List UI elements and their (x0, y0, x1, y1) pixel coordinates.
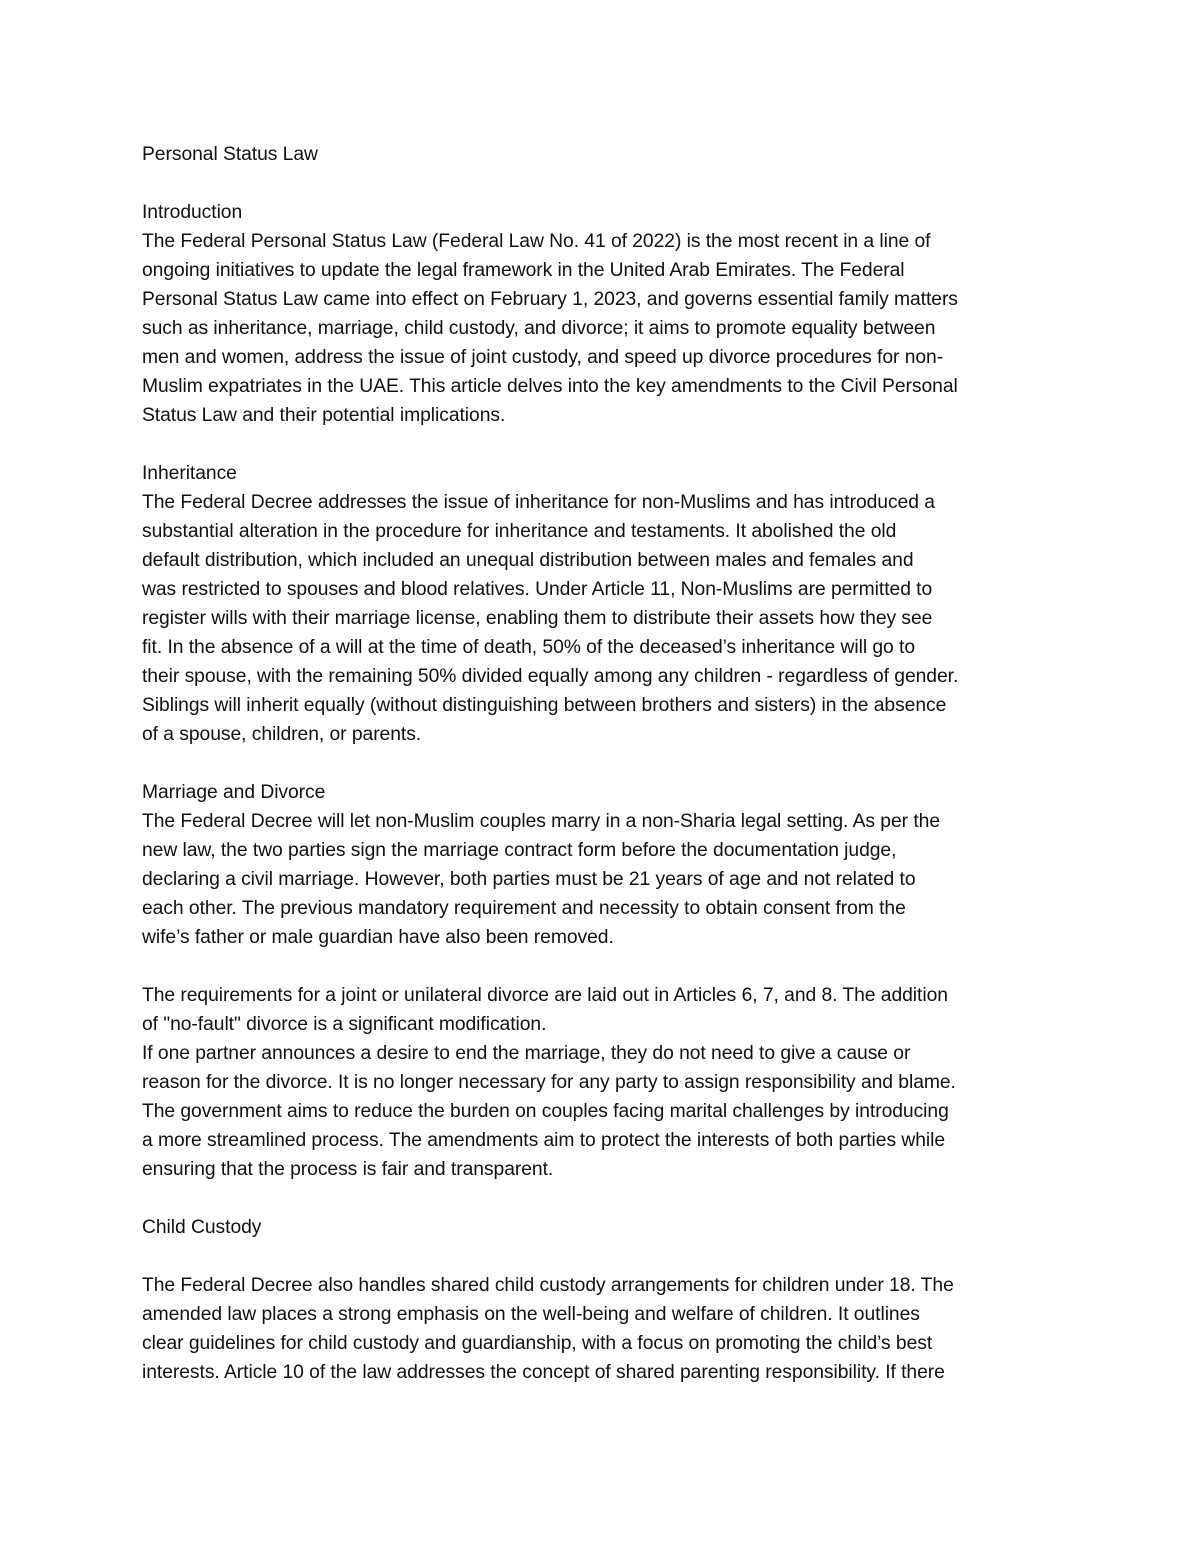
section-heading-inheritance: Inheritance (142, 463, 237, 484)
custody-line: amended law places a strong emphasis on the well-being and welfare of children. It outlines (142, 1304, 920, 1325)
marriage-line: The Federal Decree will let non-Muslim couples marry in a non-Sharia legal setting. As per the (142, 811, 940, 832)
section-heading-introduction: Introduction (142, 202, 243, 223)
custody-line: clear guidelines for child custody and guardianship, with a focus on promoting the child’s best (142, 1333, 933, 1354)
divorce-line: ensuring that the process is fair and transparent. (142, 1159, 554, 1180)
blank-line (142, 1242, 1062, 1271)
divorce-line: of "no-fault" divorce is a significant modification. (142, 1014, 547, 1035)
section-heading-child-custody: Child Custody (142, 1217, 262, 1238)
document-body (142, 140, 1062, 1387)
inheritance-line: substantial alteration in the procedure for inheritance and testaments. It abolished the old (142, 521, 897, 542)
custody-line: The Federal Decree also handles shared child custody arrangements for children under 18. The (142, 1275, 954, 1296)
introduction-line: Status Law and their potential implications. (142, 405, 506, 426)
divorce-line: The government aims to reduce the burden on couples facing marital challenges by introducing (142, 1101, 949, 1122)
blank-line (142, 1184, 1062, 1213)
marriage-line: each other. The previous mandatory requirement and necessity to obtain consent from the (142, 898, 906, 919)
custody-line: interests. Article 10 of the law addresses the concept of shared parenting responsibility. If there (142, 1362, 945, 1383)
inheritance-line: Siblings will inherit equally (without distinguishing between brothers and sisters) in the absence (142, 695, 947, 716)
divorce-line: The requirements for a joint or unilateral divorce are laid out in Articles 6, 7, and 8. The addition (142, 985, 948, 1006)
introduction-line: men and women, address the issue of joint custody, and speed up divorce procedures for non- (142, 347, 944, 368)
blank-line (142, 952, 1062, 981)
marriage-line: new law, the two parties sign the marriage contract form before the documentation judge, (142, 840, 897, 861)
introduction-line: such as inheritance, marriage, child custody, and divorce; it aims to promote equality between (142, 318, 936, 339)
divorce-line: reason for the divorce. It is no longer necessary for any party to assign responsibility and blame. (142, 1072, 956, 1093)
introduction-line: The Federal Personal Status Law (Federal Law No. 41 of 2022) is the most recent in a line of (142, 231, 931, 252)
inheritance-line: fit. In the absence of a will at the time of death, 50% of the deceased’s inheritance will go to (142, 637, 915, 658)
inheritance-line: was restricted to spouses and blood relatives. Under Article 11, Non-Muslims are permitted to (142, 579, 933, 600)
inheritance-line: register wills with their marriage license, enabling them to distribute their assets how they see (142, 608, 933, 629)
marriage-line: declaring a civil marriage. However, both parties must be 21 years of age and not related to (142, 869, 916, 890)
introduction-line: Personal Status Law came into effect on February 1, 2023, and governs essential family matters (142, 289, 958, 310)
inheritance-line: their spouse, with the remaining 50% divided equally among any children - regardless of gender. (142, 666, 959, 687)
marriage-line: wife’s father or male guardian have also been removed. (142, 927, 614, 948)
introduction-line: Muslim expatriates in the UAE. This article delves into the key amendments to the Civil Personal (142, 376, 958, 397)
inheritance-line: The Federal Decree addresses the issue of inheritance for non-Muslims and has introduced a (142, 492, 935, 513)
divorce-line: If one partner announces a desire to end the marriage, they do not need to give a cause or (142, 1043, 911, 1064)
inheritance-line: of a spouse, children, or parents. (142, 724, 422, 745)
introduction-line: ongoing initiatives to update the legal framework in the United Arab Emirates. The Federal (142, 260, 905, 281)
blank-line (142, 749, 1062, 778)
section-heading-marriage-divorce: Marriage and Divorce (142, 782, 326, 803)
inheritance-line: default distribution, which included an unequal distribution between males and females and (142, 550, 914, 571)
divorce-line: a more streamlined process. The amendments aim to protect the interests of both parties while (142, 1130, 946, 1151)
document-title: Personal Status Law (142, 144, 318, 165)
blank-line (142, 430, 1062, 459)
blank-line (142, 169, 1062, 198)
